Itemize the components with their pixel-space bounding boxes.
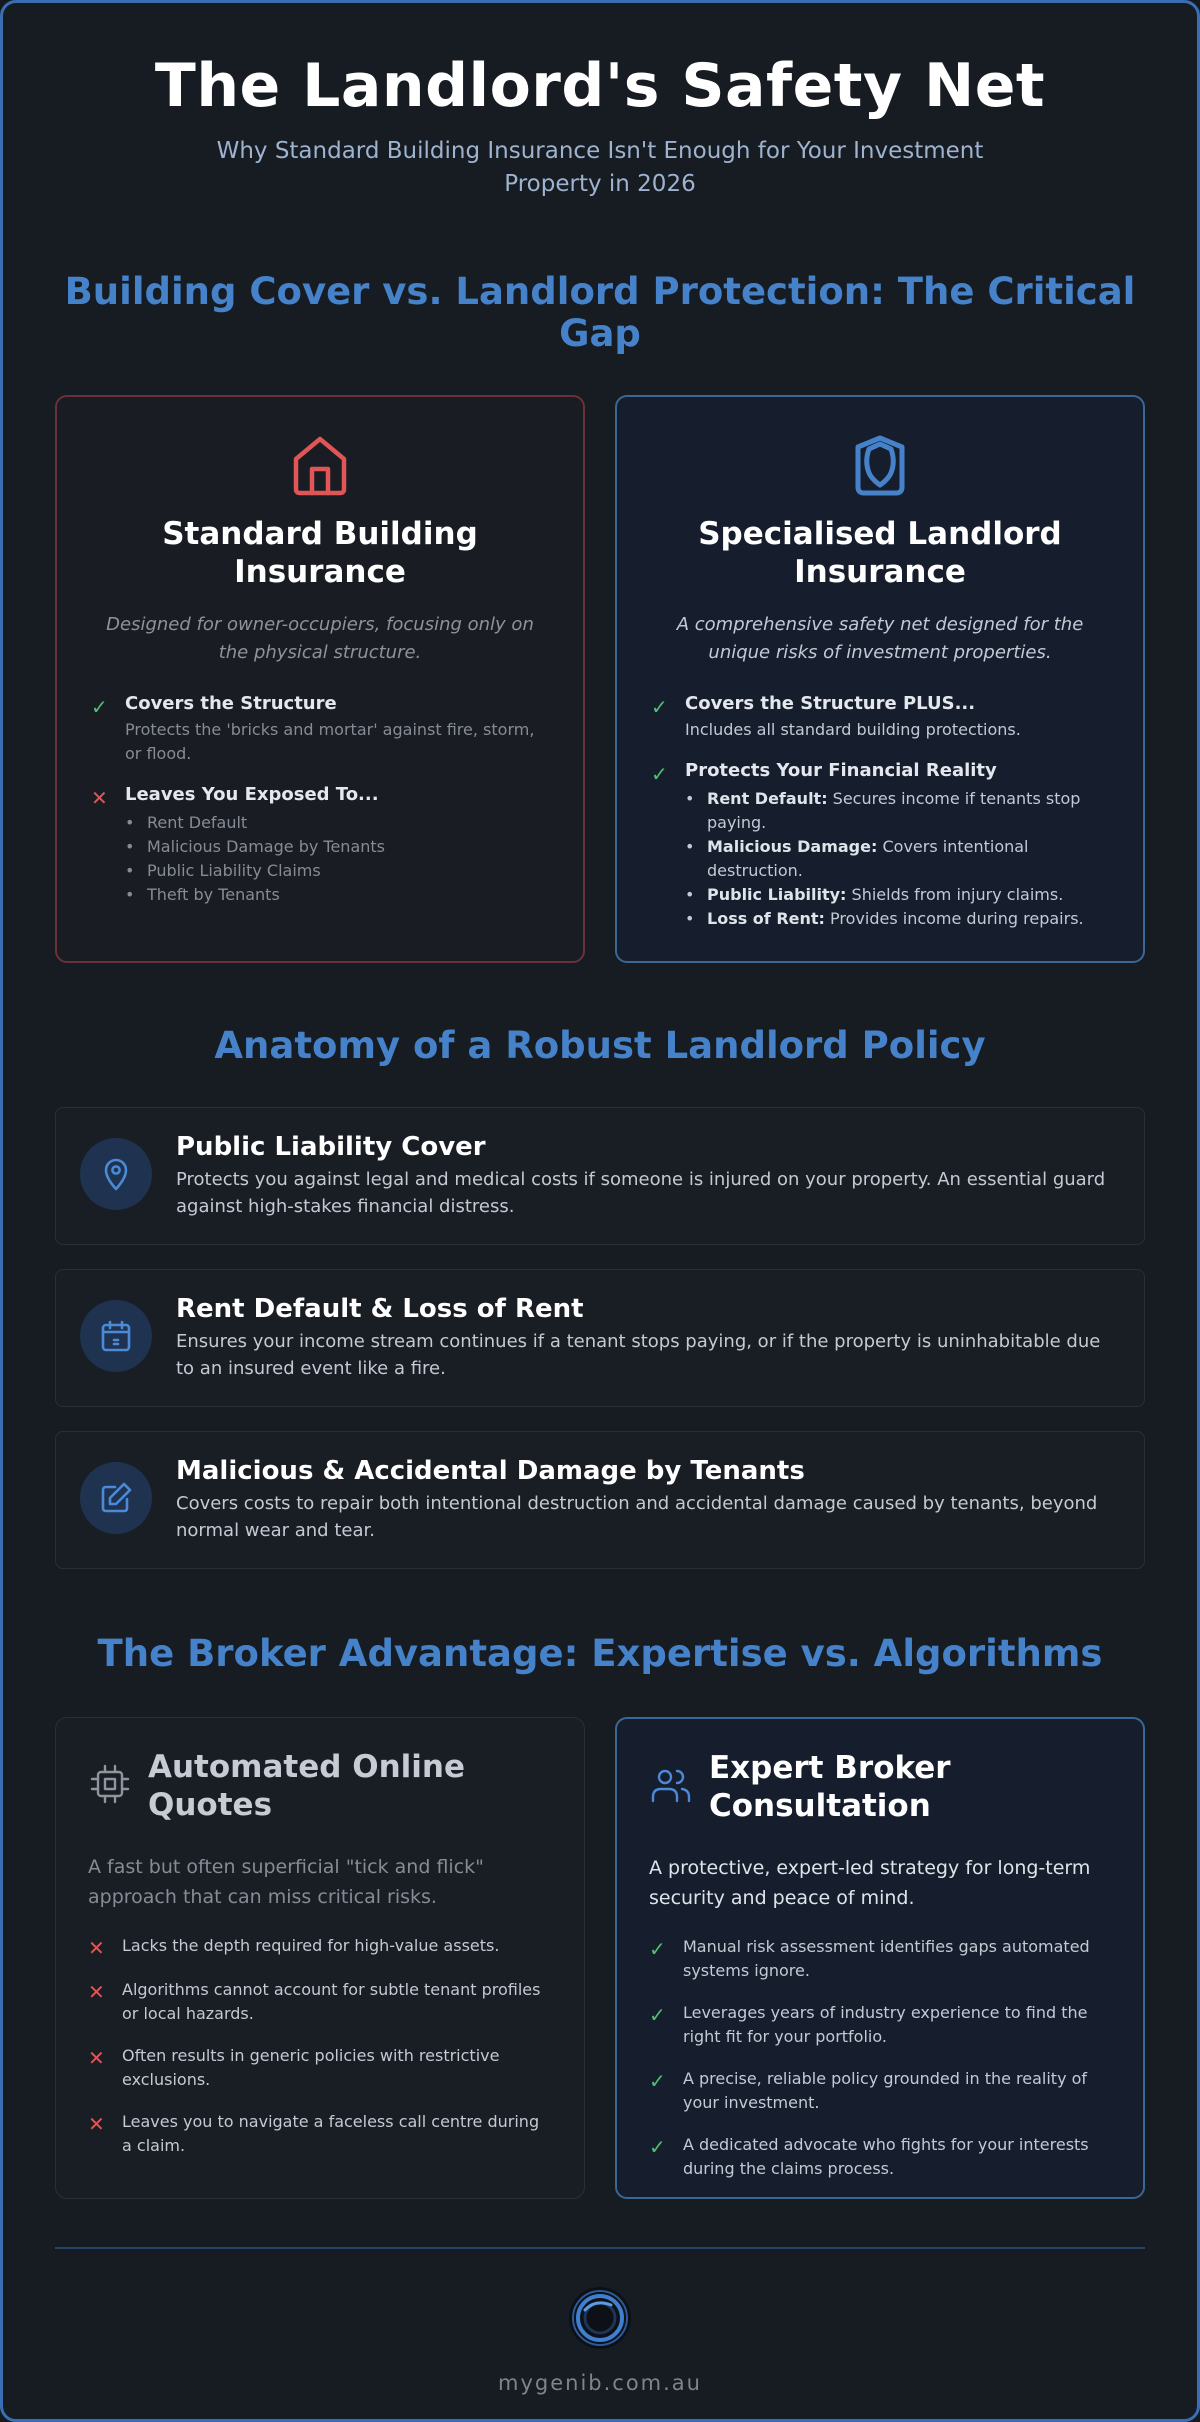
footer-website[interactable]: mygenib.com.au: [498, 2371, 702, 2395]
anatomy-list: [55, 1107, 1145, 1569]
list-item: • Malicious Damage by Tenants: [125, 835, 385, 859]
item-term: Rent Default:: [707, 789, 828, 808]
automated-drawbacks-list: [88, 1934, 552, 2158]
specialised-card-title: Specialised Landlord Insurance: [698, 516, 1062, 590]
item-term: Malicious Damage:: [707, 837, 878, 856]
automated-card-title: Automated Online Quotes: [148, 1749, 465, 1823]
list-item: ✓ Manual risk assessment identifies gaps automated systems ignore.: [649, 1935, 1111, 1983]
anatomy-title: Anatomy of a Robust Landlord Policy: [214, 1024, 986, 1067]
list-item: • Public Liability Claims: [125, 859, 385, 883]
list-item: [685, 835, 1109, 883]
feature-title: Covers the Structure PLUS...: [685, 693, 976, 714]
standard-card-description: Designed for owner-occupiers, focusing only on the physical structure.: [106, 614, 534, 663]
list-item: [685, 787, 1109, 835]
exposed-list: [125, 811, 385, 907]
expert-broker-card: [615, 1717, 1145, 2199]
x-icon: ✕: [88, 1980, 105, 2004]
list-item: ✕ Lacks the depth required for high-value assets.: [88, 1936, 500, 1960]
expert-card-description: A protective, expert-led strategy for long-term security and peace of mind.: [648, 1857, 1091, 1909]
anatomy-card-public-liability: [55, 1107, 1145, 1245]
list-item: ✓ Leverages years of industry experience to find the right fit for your portfolio.: [649, 2001, 1111, 2049]
calendar-icon: [80, 1300, 152, 1372]
check-icon: ✓: [651, 695, 668, 719]
item-term: Loss of Rent:: [707, 909, 825, 928]
check-icon: ✓: [648, 2003, 666, 2027]
protects-list: [685, 787, 1109, 931]
item-text: Provides income during repairs.: [824, 909, 1084, 928]
specialised-protects-feature: [651, 760, 1109, 931]
anatomy-card-title: Malicious & Accidental Damage by Tenants: [176, 1456, 805, 1486]
list-item: [685, 907, 1109, 931]
item-text: Secures income if tenants stop paying.: [707, 789, 1081, 832]
footer-divider: [55, 2247, 1145, 2249]
feature-title: Covers the Structure: [125, 693, 337, 714]
anatomy-card-title: Rent Default & Loss of Rent: [176, 1294, 584, 1324]
check-icon: ✓: [651, 762, 668, 786]
expert-card-title: Expert Broker Consultation: [708, 1750, 951, 1824]
x-icon: ✕: [91, 786, 108, 810]
users-icon: [649, 1749, 709, 1811]
list-item: ✕ Algorithms cannot account for subtle tenant profiles or local hazards.: [88, 1978, 552, 2026]
standard-card-title: Standard Building Insurance: [162, 516, 478, 590]
check-icon: ✓: [648, 1937, 666, 1961]
list-item: • Theft by Tenants: [125, 883, 385, 907]
list-item: ✕ Often results in generic policies with restrictive exclusions.: [88, 2044, 552, 2092]
anatomy-card-rent-default: [55, 1269, 1145, 1407]
anatomy-card-text: Protects you against legal and medical costs if someone is injured on your property. An essential guard against high-stakes financial distress.: [176, 1169, 1106, 1217]
feature-title: Protects Your Financial Reality: [685, 760, 997, 781]
house-icon: [91, 433, 549, 501]
list-item: ✕ Leaves you to navigate a faceless call centre during a claim.: [88, 2110, 552, 2158]
comparison-cards: [55, 395, 1145, 963]
anatomy-card-text: Ensures your income stream continues if a tenant stops paying, or if the property is uninhabitable due to an insured event like a fire.: [176, 1331, 1101, 1379]
page-subtitle: Why Standard Building Insurance Isn't Enough for Your Investment Property in 2026: [216, 138, 984, 197]
specialised-card-description: A comprehensive safety net designed for the unique risks of investment properties.: [676, 614, 1084, 663]
edit-icon: [80, 1462, 152, 1534]
map-pin-icon: [80, 1138, 152, 1210]
item-text: Covers intentional destruction.: [707, 837, 1029, 880]
check-icon: ✓: [648, 2135, 666, 2159]
x-icon: ✕: [88, 2046, 105, 2070]
standard-covers-feature: [91, 693, 549, 766]
page-title: The Landlord's Safety Net: [154, 51, 1046, 121]
feature-text: Protects the 'bricks and mortar' against fire, storm, or flood.: [125, 720, 535, 763]
shield-icon: [651, 433, 1109, 501]
standard-insurance-card: [55, 395, 585, 963]
header: [3, 3, 1197, 201]
list-item: ✓ A dedicated advocate who fights for your interests during the claims process.: [649, 2133, 1111, 2181]
expert-benefits-list: [649, 1935, 1111, 2181]
anatomy-card-text: Covers costs to repair both intentional destruction and accidental damage caused by tenants, beyond normal wear and tear.: [176, 1493, 1098, 1541]
specialised-insurance-card: [615, 395, 1145, 963]
list-item: [685, 883, 1109, 907]
list-item: • Rent Default: [125, 811, 385, 835]
broker-title: The Broker Advantage: Expertise vs. Algorithms: [97, 1632, 1103, 1675]
item-term: Public Liability:: [707, 885, 847, 904]
check-icon: ✓: [91, 695, 108, 719]
anatomy-card-title: Public Liability Cover: [176, 1132, 486, 1162]
automated-quotes-card: [55, 1717, 585, 2199]
comparison-title: Building Cover vs. Landlord Protection: The Critical Gap: [64, 270, 1136, 355]
x-icon: ✕: [88, 1936, 105, 1960]
specialised-covers-feature: [651, 693, 1109, 742]
anatomy-card-malicious-damage: [55, 1431, 1145, 1569]
automated-card-description: A fast but often superficial "tick and flick" approach that can miss critical risks.: [88, 1856, 484, 1908]
feature-text: Includes all standard building protections.: [685, 720, 1021, 739]
check-icon: ✓: [648, 2069, 666, 2093]
item-text: Shields from injury claims.: [846, 885, 1064, 904]
feature-title: Leaves You Exposed To...: [125, 784, 379, 805]
list-item: ✓ A precise, reliable policy grounded in the reality of your investment.: [649, 2067, 1111, 2115]
broker-cards: [55, 1717, 1145, 2199]
cpu-chip-icon: [88, 1748, 148, 1810]
standard-exposed-feature: [91, 784, 549, 907]
x-icon: ✕: [88, 2112, 105, 2136]
mygenib-logo[interactable]: [3, 2285, 1197, 2351]
